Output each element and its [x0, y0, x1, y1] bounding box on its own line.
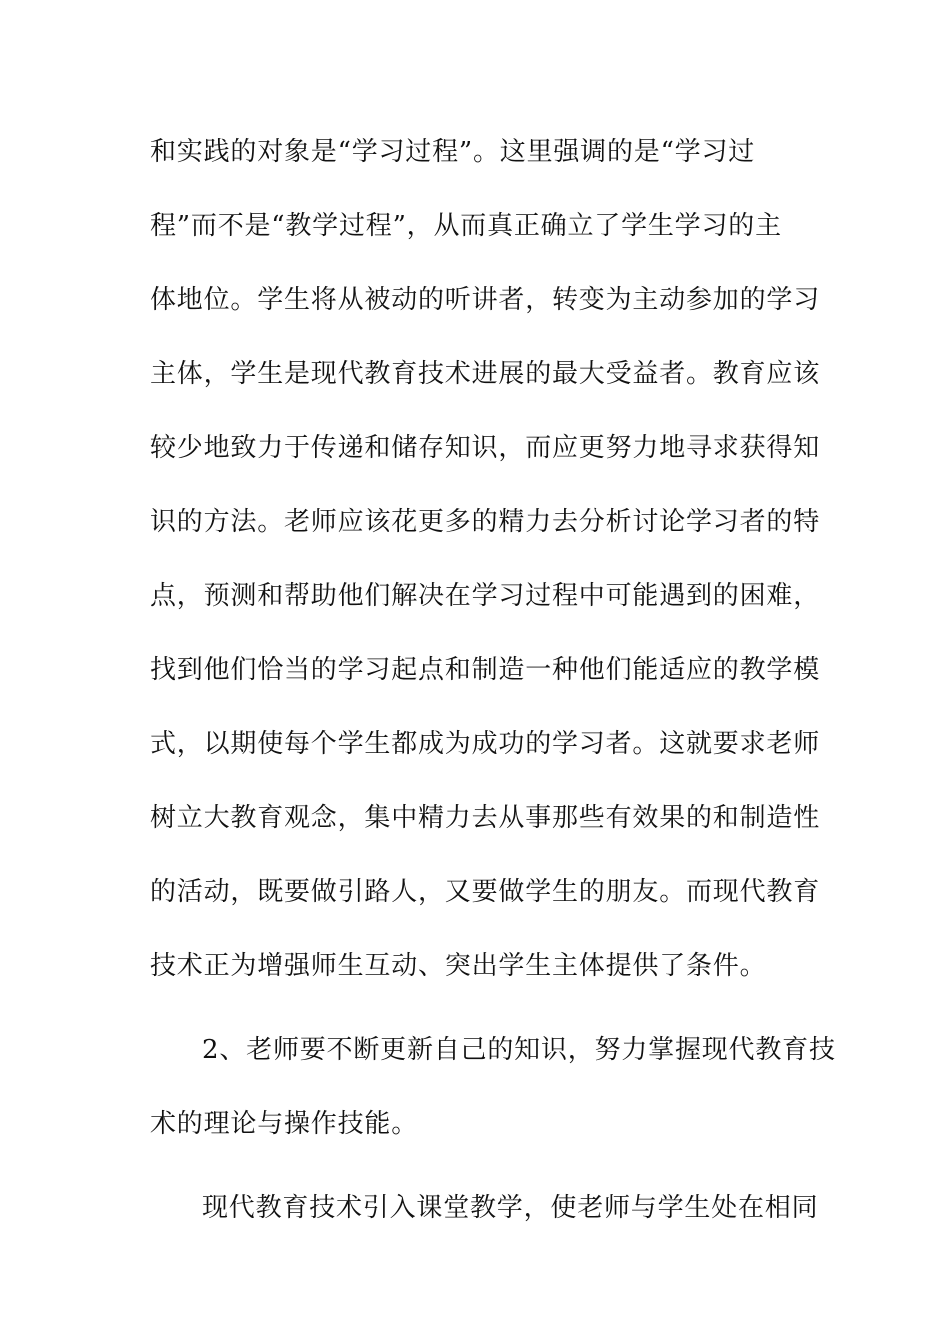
paragraph-start-line: 现代教育技术引入课堂教学，使老师与学生处在相同 — [202, 1193, 819, 1223]
text-line: 程”而不是“教学过程”，从而真正确立了学生学习的主 — [150, 211, 782, 241]
text-line: 识的方法。老师应该花更多的精力去分析讨论学习者的特 — [150, 507, 821, 537]
text-line: 术的理论与操作技能。 — [150, 1109, 419, 1139]
text-line: 式，以期使每个学生都成为成功的学习者。这就要求老师 — [150, 729, 821, 759]
text-line: 的活动，既要做引路人，又要做学生的朋友。而现代教育 — [150, 877, 821, 907]
text-line: 体地位。学生将从被动的听讲者，转变为主动参加的学习 — [150, 285, 821, 315]
text-line: 较少地致力于传递和储存知识，而应更努力地寻求获得知 — [150, 433, 821, 463]
text-line: 技术正为增强师生互动、突出学生主体提供了条件。 — [150, 951, 767, 981]
text-line: 树立大教育观念，集中精力去从事那些有效果的和制造性 — [150, 803, 821, 833]
text-line: 找到他们恰当的学习起点和制造一种他们能适应的教学模 — [150, 655, 821, 685]
text-line: 和实践的对象是“学习过程”。这里强调的是“学习过 — [150, 137, 756, 167]
text-line: 主体，学生是现代教育技术进展的最大受益者。教育应该 — [150, 359, 821, 389]
text-line: 点，预测和帮助他们解决在学习过程中可能遇到的困难， — [150, 581, 821, 611]
numbered-heading-line: 2、老师要不断更新自己的知识，努力掌握现代教育技 — [202, 1035, 836, 1065]
